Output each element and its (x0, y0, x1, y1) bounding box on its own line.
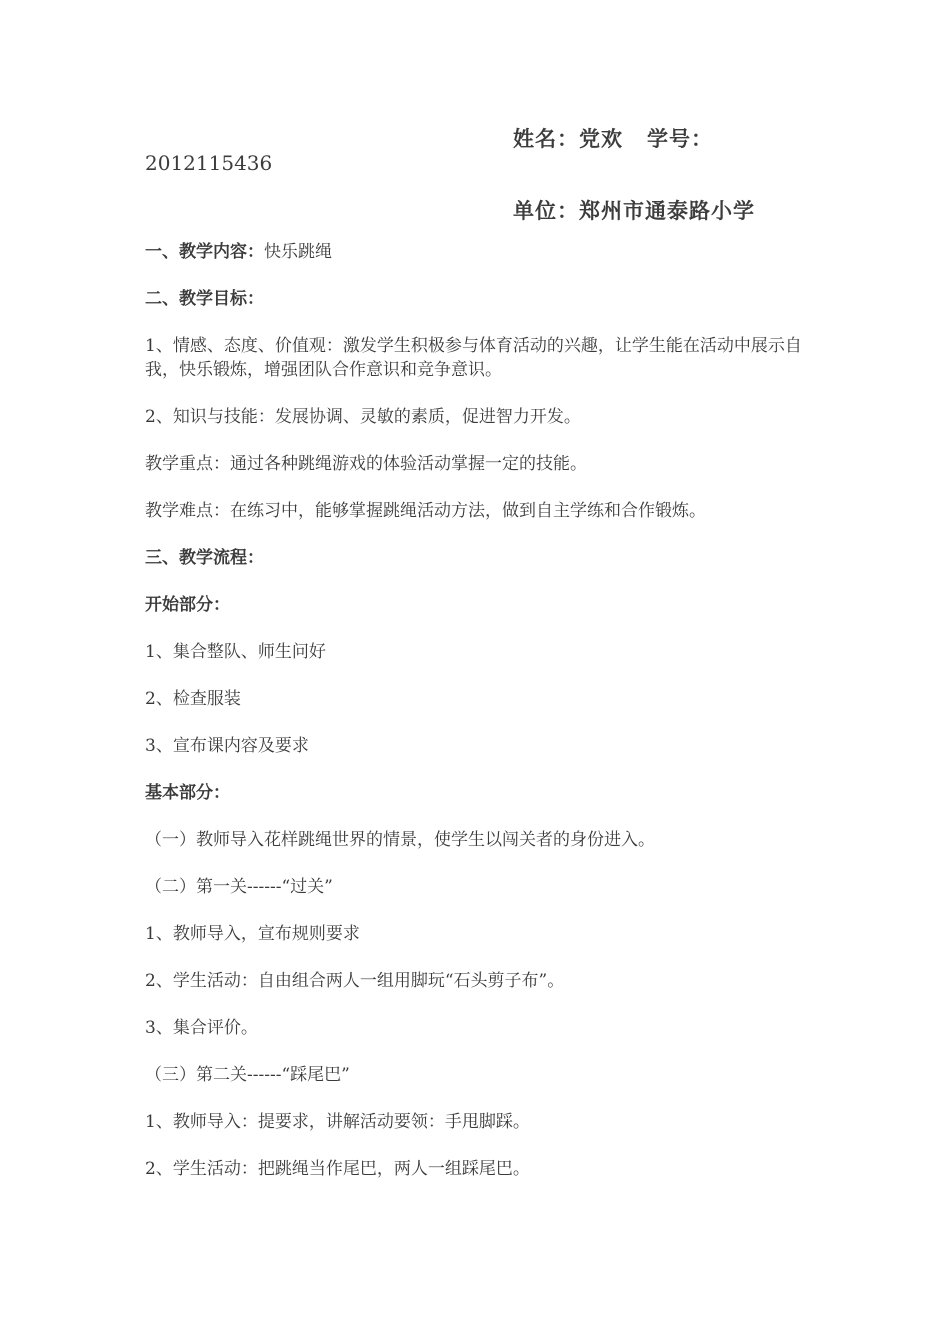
list-item: 2、检查服装 (145, 689, 241, 709)
section2-heading: 二、教学目标： (145, 289, 264, 309)
list-item: 1、教师导入，宣布规则要求 (145, 924, 360, 944)
unit-label: 单位：郑州市通泰路小学 (513, 198, 755, 223)
list-item: 2、学生活动：把跳绳当作尾巴，两人一组踩尾巴。 (145, 1159, 530, 1179)
basic-heading: 基本部分： (145, 783, 230, 803)
level2-title: （三）第二关------“踩尾巴” (145, 1065, 350, 1085)
section1-line (145, 240, 817, 264)
list-item: 1、集合整队、师生问好 (145, 642, 326, 662)
name-and-id-header (513, 123, 713, 153)
id-label: 学号： (647, 126, 713, 151)
student-id: 2012115436 (145, 151, 273, 175)
section1-heading: 一、教学内容： (145, 242, 264, 262)
section3-heading: 三、教学流程： (145, 548, 264, 568)
intro-line: （一）教师导入花样跳绳世界的情景，使学生以闯关者的身份进入。 (145, 830, 655, 850)
list-item: 3、集合评价。 (145, 1018, 258, 1038)
goal-2: 2、知识与技能：发展协调、灵敏的素质，促进智力开发。 (145, 407, 581, 427)
difficulty: 教学难点：在练习中，能够掌握跳绳活动方法，做到自主学练和合作锻炼。 (145, 501, 706, 521)
level1-title: （二）第一关------“过关” (145, 877, 333, 897)
goal-1: 1、情感、态度、价值观：激发学生积极参与体育活动的兴趣，让学生能在活动中展示自我，快乐锻炼，增强团队合作意识和竞争意识。 (145, 336, 802, 380)
lesson-plan-body (145, 240, 817, 1181)
section1-content: 快乐跳绳 (264, 242, 332, 262)
list-item: 2、学生活动：自由组合两人一组用脚玩“石头剪子布”。 (145, 971, 565, 991)
list-item: 3、宣布课内容及要求 (145, 736, 309, 756)
start-heading: 开始部分： (145, 595, 230, 615)
name-label: 姓名：党欢 (513, 126, 623, 151)
list-item: 1、教师导入：提要求，讲解活动要领：手甩脚踩。 (145, 1112, 530, 1132)
key-point: 教学重点：通过各种跳绳游戏的体验活动掌握一定的技能。 (145, 454, 587, 474)
